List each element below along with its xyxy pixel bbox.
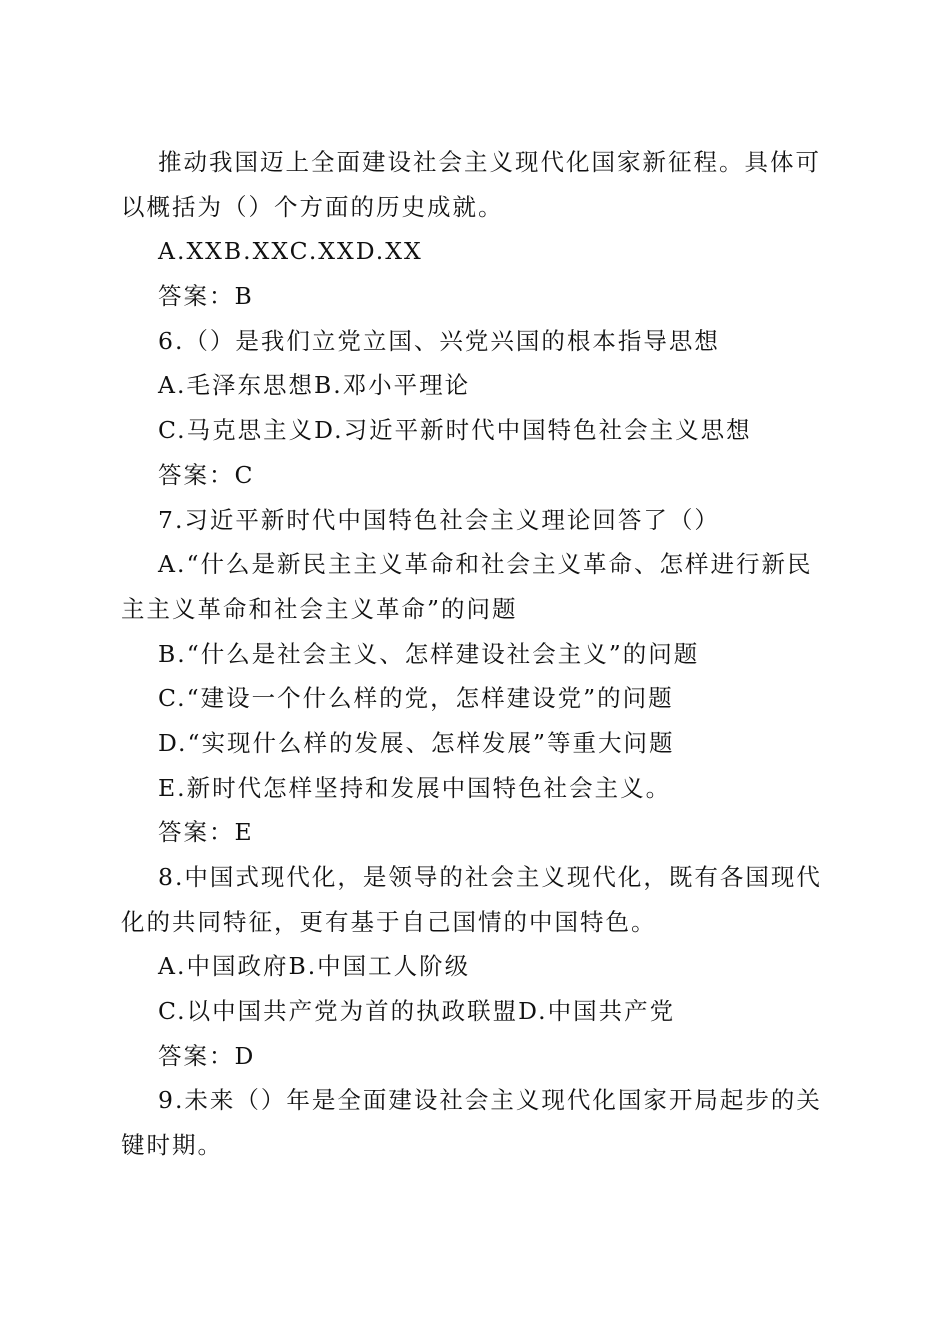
text-line: C.以中国共产党为首的执政联盟D.中国共产党 bbox=[158, 997, 676, 1026]
text-line: C.“建设一个什么样的党，怎样建设党”的问题 bbox=[158, 684, 674, 713]
text-line: D.“实现什么样的发展、怎样发展”等重大问题 bbox=[158, 728, 675, 757]
text-line: 答案：E bbox=[158, 818, 254, 847]
text-line: A.XXB.XXC.XXD.XX bbox=[158, 237, 423, 266]
text-line: A.中国政府B.中国工人阶级 bbox=[158, 952, 471, 981]
document-body bbox=[121, 140, 821, 1168]
text-line: 推动我国迈上全面建设社会主义现代化国家新征程。具体可 bbox=[158, 148, 821, 176]
text-line: C.马克思主义D.习近平新时代中国特色社会主义思想 bbox=[158, 416, 752, 445]
text-line: 6.（）是我们立党立国、兴党兴国的根本指导思想 bbox=[158, 326, 720, 355]
text-line: 7.习近平新时代中国特色社会主义理论回答了（） bbox=[158, 505, 720, 534]
text-line: 9.未来（）年是全面建设社会主义现代化国家开局起步的关 bbox=[158, 1086, 822, 1115]
text-line: A.“什么是新民主主义革命和社会主义革命、怎样进行新民 bbox=[158, 550, 813, 579]
text-line: 答案：C bbox=[158, 460, 255, 489]
text-line: 化的共同特征，更有基于自己国情的中国特色。 bbox=[121, 907, 657, 936]
text-line: 8.中国式现代化，是领导的社会主义现代化，既有各国现代 bbox=[158, 863, 822, 891]
text-line: 答案：B bbox=[158, 282, 254, 311]
text-line: 答案：D bbox=[158, 1041, 256, 1070]
text-line: B.“什么是社会主义、怎样建设社会主义”的问题 bbox=[158, 639, 700, 668]
text-line: E.新时代怎样坚持和发展中国特色社会主义。 bbox=[158, 773, 672, 802]
text-line: A.毛泽东思想B.邓小平理论 bbox=[158, 371, 471, 400]
text-line: 主主义革命和社会主义革命”的问题 bbox=[121, 594, 518, 623]
text-line: 以概括为（）个方面的历史成就。 bbox=[121, 192, 504, 221]
text-line: 键时期。 bbox=[121, 1131, 223, 1160]
